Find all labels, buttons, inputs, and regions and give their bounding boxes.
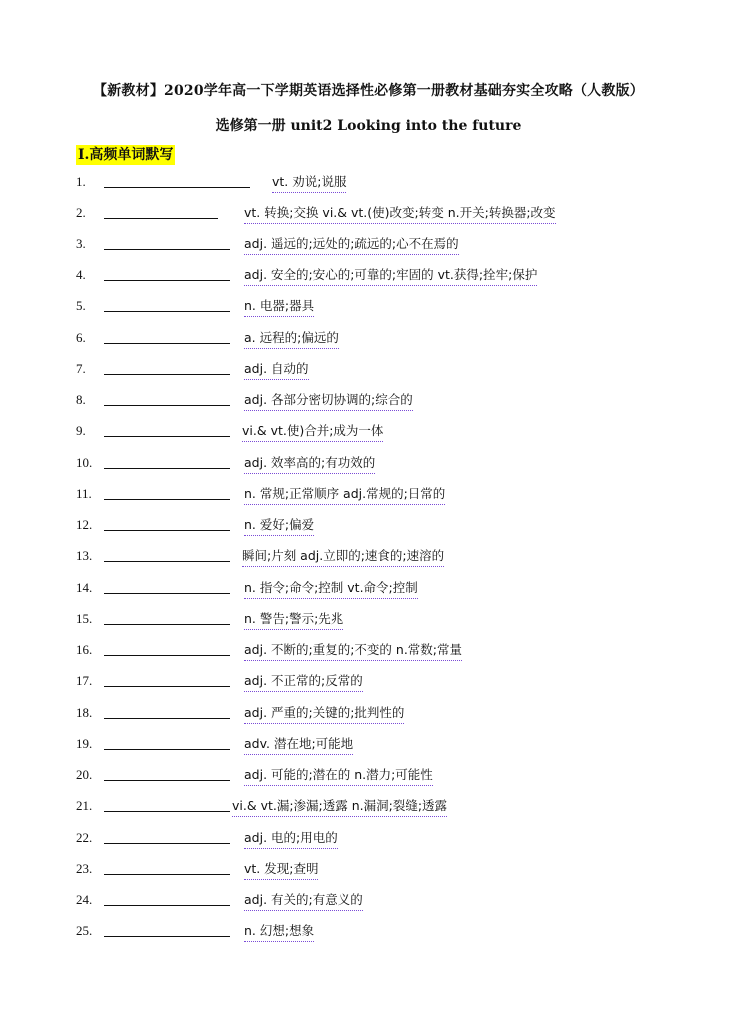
answer-blank[interactable] bbox=[104, 655, 230, 656]
vocab-row bbox=[0, 919, 737, 943]
item-definition: n. 常规;正常顺序 adj.常规的;日常的 bbox=[244, 484, 445, 505]
item-definition: adj. 可能的;潜在的 n.潜力;可能性 bbox=[244, 765, 433, 786]
answer-blank[interactable] bbox=[104, 468, 230, 469]
answer-blank[interactable] bbox=[104, 374, 230, 375]
item-definition: adj. 自动的 bbox=[244, 359, 309, 380]
item-definition: n. 爱好;偏爱 bbox=[244, 515, 314, 536]
item-definition: adv. 潜在地;可能地 bbox=[244, 734, 353, 755]
vocab-row bbox=[0, 170, 737, 194]
item-number: 25. bbox=[76, 923, 93, 938]
answer-blank[interactable] bbox=[104, 280, 230, 281]
answer-blank[interactable] bbox=[104, 936, 230, 937]
item-number: 2. bbox=[76, 205, 86, 220]
vocab-row bbox=[0, 263, 737, 287]
item-definition: a. 远程的;偏远的 bbox=[244, 328, 339, 349]
item-number: 5. bbox=[76, 298, 86, 313]
answer-blank[interactable] bbox=[104, 343, 230, 344]
item-definition: adj. 不正常的;反常的 bbox=[244, 671, 363, 692]
item-definition: vi.& vt.使)合并;成为一体 bbox=[242, 421, 383, 442]
item-definition: adj. 有关的;有意义的 bbox=[244, 890, 363, 911]
item-definition: vt. 劝说;说服 bbox=[272, 172, 346, 193]
answer-blank[interactable] bbox=[104, 593, 230, 594]
item-number: 13. bbox=[76, 548, 93, 563]
item-definition: vi.& vt.漏;渗漏;透露 n.漏洞;裂缝;透露 bbox=[232, 796, 447, 817]
vocab-row bbox=[0, 544, 737, 568]
item-definition: adj. 电的;用电的 bbox=[244, 828, 338, 849]
item-number: 19. bbox=[76, 736, 93, 751]
vocab-row bbox=[0, 607, 737, 631]
vocab-row bbox=[0, 857, 737, 881]
item-number: 16. bbox=[76, 642, 93, 657]
item-definition: vt. 转换;交换 vi.& vt.(使)改变;转变 n.开关;转换器;改变 bbox=[244, 203, 556, 224]
answer-blank[interactable] bbox=[104, 780, 230, 781]
item-definition: n. 指令;命令;控制 vt.命令;控制 bbox=[244, 578, 418, 599]
item-number: 24. bbox=[76, 892, 93, 907]
answer-blank[interactable] bbox=[104, 530, 230, 531]
item-definition: adj. 效率高的;有功效的 bbox=[244, 453, 375, 474]
item-number: 8. bbox=[76, 392, 86, 407]
vocab-row bbox=[0, 794, 737, 818]
vocab-row bbox=[0, 669, 737, 693]
vocab-row bbox=[0, 388, 737, 412]
vocab-row bbox=[0, 357, 737, 381]
item-number: 18. bbox=[76, 705, 93, 720]
item-definition: adj. 遥远的;远处的;疏远的;心不在焉的 bbox=[244, 234, 459, 255]
item-number: 23. bbox=[76, 861, 93, 876]
vocab-row bbox=[0, 294, 737, 318]
item-number: 17. bbox=[76, 673, 93, 688]
vocab-row bbox=[0, 576, 737, 600]
answer-blank[interactable] bbox=[104, 499, 230, 500]
item-number: 7. bbox=[76, 361, 86, 376]
item-definition: n. 幻想;想象 bbox=[244, 921, 314, 942]
vocab-row bbox=[0, 482, 737, 506]
answer-blank[interactable] bbox=[104, 436, 230, 437]
vocab-row bbox=[0, 638, 737, 662]
page-title: 【新教材】2020学年高一下学期英语选择性必修第一册教材基础夯实全攻略（人教版） bbox=[93, 83, 644, 99]
vocab-row bbox=[0, 732, 737, 756]
item-number: 21. bbox=[76, 798, 93, 813]
item-definition: vt. 发现;查明 bbox=[244, 859, 318, 880]
item-definition: adj. 各部分密切协调的;综合的 bbox=[244, 390, 413, 411]
answer-blank[interactable] bbox=[104, 218, 218, 219]
item-number: 10. bbox=[76, 455, 93, 470]
page-subtitle: 选修第一册 unit2 Looking into the future bbox=[215, 118, 522, 134]
item-definition: 瞬间;片刻 adj.立即的;速食的;速溶的 bbox=[242, 546, 444, 567]
vocab-row bbox=[0, 419, 737, 443]
answer-blank[interactable] bbox=[104, 561, 230, 562]
item-definition: adj. 不断的;重复的;不变的 n.常数;常量 bbox=[244, 640, 462, 661]
answer-blank[interactable] bbox=[104, 249, 230, 250]
vocab-row bbox=[0, 326, 737, 350]
item-number: 4. bbox=[76, 267, 86, 282]
item-number: 15. bbox=[76, 611, 93, 626]
answer-blank[interactable] bbox=[104, 624, 230, 625]
answer-blank[interactable] bbox=[104, 686, 230, 687]
vocab-row bbox=[0, 826, 737, 850]
answer-blank[interactable] bbox=[104, 843, 230, 844]
item-number: 6. bbox=[76, 330, 86, 345]
item-number: 11. bbox=[76, 486, 92, 501]
vocab-row bbox=[0, 201, 737, 225]
vocab-row bbox=[0, 232, 737, 256]
answer-blank[interactable] bbox=[104, 874, 230, 875]
answer-blank[interactable] bbox=[104, 905, 230, 906]
vocab-row bbox=[0, 701, 737, 725]
section-heading: I.高频单词默写 bbox=[78, 147, 174, 163]
item-number: 1. bbox=[76, 174, 86, 189]
item-number: 20. bbox=[76, 767, 93, 782]
item-number: 12. bbox=[76, 517, 93, 532]
answer-blank[interactable] bbox=[104, 311, 230, 312]
item-number: 3. bbox=[76, 236, 86, 251]
item-number: 14. bbox=[76, 580, 93, 595]
answer-blank[interactable] bbox=[104, 405, 230, 406]
answer-blank[interactable] bbox=[104, 749, 230, 750]
answer-blank[interactable] bbox=[104, 811, 230, 812]
item-definition: adj. 安全的;安心的;可靠的;牢固的 vt.获得;拴牢;保护 bbox=[244, 265, 537, 286]
item-definition: n. 电器;器具 bbox=[244, 296, 314, 317]
item-number: 9. bbox=[76, 423, 86, 438]
item-number: 22. bbox=[76, 830, 93, 845]
vocab-row bbox=[0, 451, 737, 475]
vocab-row bbox=[0, 888, 737, 912]
item-definition: adj. 严重的;关键的;批判性的 bbox=[244, 703, 404, 724]
answer-blank[interactable] bbox=[104, 187, 250, 188]
vocab-row bbox=[0, 513, 737, 537]
item-definition: n. 警告;警示;先兆 bbox=[244, 609, 343, 630]
answer-blank[interactable] bbox=[104, 718, 230, 719]
vocab-row bbox=[0, 763, 737, 787]
